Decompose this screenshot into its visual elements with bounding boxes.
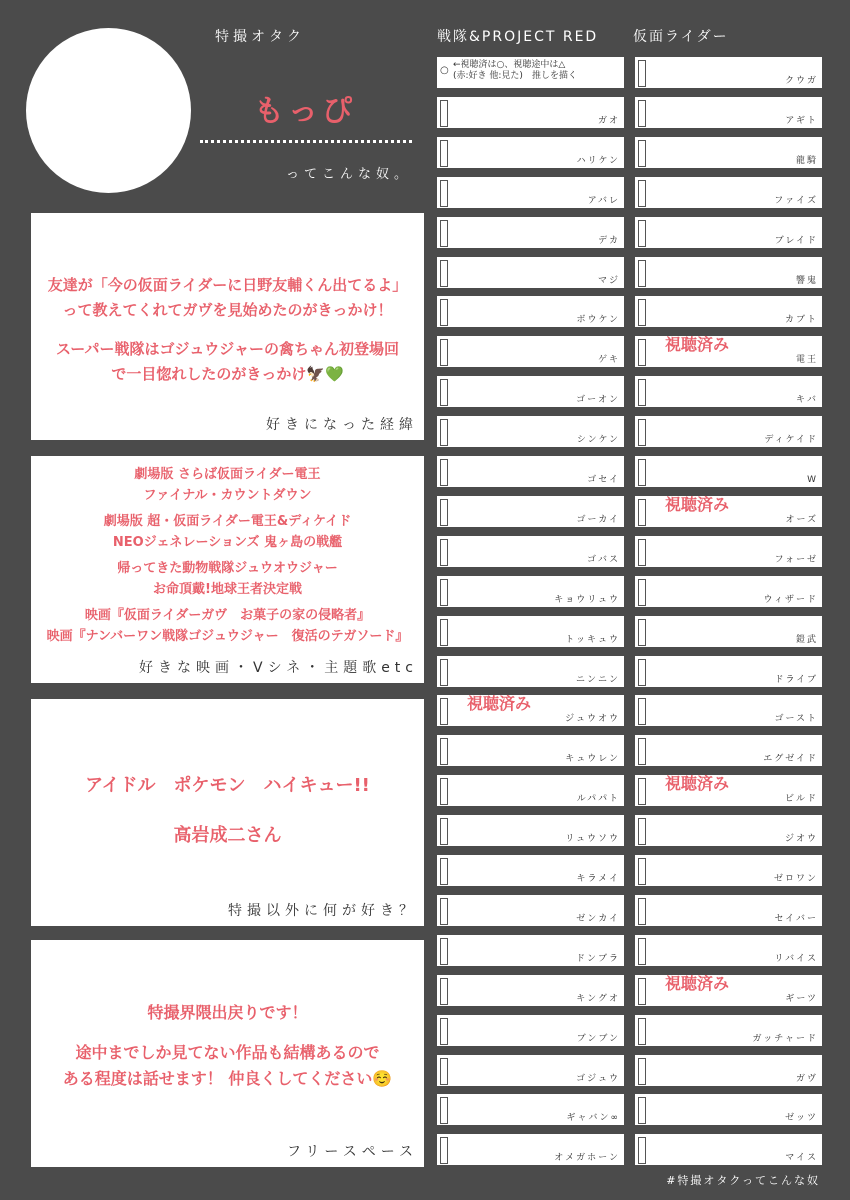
legend-note-line: ←視聴済は○、視聴途中は△ xyxy=(453,60,566,70)
rider-title: リバイス xyxy=(774,954,818,964)
rider-row[interactable] xyxy=(635,735,822,766)
checkbox[interactable] xyxy=(638,140,646,167)
sentai-title: シンケン xyxy=(576,435,620,445)
rider-title: ガッチャード xyxy=(752,1034,818,1044)
box-text-line: お命頂戴!地球王者決定戦 xyxy=(153,582,302,597)
rider-row[interactable] xyxy=(635,1094,822,1125)
checkbox[interactable] xyxy=(440,1058,448,1085)
rider-row[interactable] xyxy=(635,935,822,966)
rider-row[interactable] xyxy=(635,177,822,208)
checkbox[interactable] xyxy=(440,738,448,765)
rider-row[interactable] xyxy=(635,257,822,288)
rider-row[interactable] xyxy=(635,57,822,88)
rider-title: キバ xyxy=(795,395,818,405)
box-label: 好きになった経緯 xyxy=(266,417,418,433)
box-label: 好きな映画・Vシネ・主題歌etc xyxy=(139,660,418,676)
sentai-row[interactable] xyxy=(437,815,624,846)
checkbox[interactable] xyxy=(638,579,646,606)
sentai-row[interactable] xyxy=(437,935,624,966)
sentai-row[interactable] xyxy=(437,137,624,168)
sentai-row[interactable] xyxy=(437,656,624,687)
rider-title: フォーゼ xyxy=(774,555,818,565)
rider-title: ギーツ xyxy=(785,994,818,1004)
checkbox[interactable] xyxy=(638,858,646,885)
checkbox[interactable] xyxy=(638,738,646,765)
checkbox[interactable] xyxy=(638,978,646,1005)
sentai-row[interactable] xyxy=(437,536,624,567)
checkbox[interactable] xyxy=(440,339,448,366)
sentai-title: キングオ xyxy=(576,994,620,1004)
rider-title: ゼッツ xyxy=(785,1113,818,1123)
sentai-title: ボウケン xyxy=(576,315,620,325)
checkbox[interactable] xyxy=(440,379,448,406)
sentai-row[interactable] xyxy=(437,975,624,1006)
rider-row[interactable] xyxy=(635,336,822,367)
dotted-divider xyxy=(200,140,412,143)
box-text-line xyxy=(31,1026,424,1040)
user-name: もっぴ xyxy=(254,94,356,129)
sentai-title: アバレ xyxy=(587,196,620,206)
sentai-row[interactable] xyxy=(437,895,624,926)
watched-stamp: 視聴済み xyxy=(665,495,730,514)
sentai-row[interactable] xyxy=(437,855,624,886)
sentai-row[interactable] xyxy=(437,57,624,88)
sentai-title: ゴーカイ xyxy=(576,515,620,525)
sentai-title: ギャバン∞ xyxy=(566,1113,620,1123)
sentai-title: デカ xyxy=(598,236,620,246)
sentai-title: ブンブン xyxy=(576,1034,620,1044)
checkbox[interactable] xyxy=(638,1058,646,1085)
checkbox[interactable] xyxy=(638,299,646,326)
box-text-line: 劇場版 さらば仮面ライダー電王 xyxy=(134,467,321,482)
sentai-row[interactable] xyxy=(437,97,624,128)
rider-row[interactable] xyxy=(635,695,822,726)
rider-row[interactable] xyxy=(635,1134,822,1165)
rider-title: ゴースト xyxy=(774,714,818,724)
box-label: 特撮以外に何が好き？ xyxy=(228,903,418,919)
checkbox[interactable] xyxy=(440,1137,448,1164)
rider-row[interactable] xyxy=(635,97,822,128)
rider-row[interactable] xyxy=(635,1055,822,1086)
rider-title: ビルド xyxy=(784,794,818,804)
box-text-line: 映画『ナンバーワン戦隊ゴジュウジャー 復活のテガソード』 xyxy=(46,629,409,644)
sentai-row[interactable] xyxy=(437,177,624,208)
rider-title: マイス xyxy=(785,1153,818,1163)
box-free-space xyxy=(31,940,424,1167)
sentai-title: マジ xyxy=(597,276,620,286)
sentai-column-header: 戦隊&PROJECT RED xyxy=(437,29,599,45)
checkbox[interactable] xyxy=(638,619,646,646)
checkbox[interactable] xyxy=(440,140,448,167)
rider-row[interactable] xyxy=(635,137,822,168)
checkbox[interactable] xyxy=(638,778,646,805)
rider-row[interactable] xyxy=(635,656,822,687)
sentai-title: ドンブラ xyxy=(575,954,620,964)
sentai-row[interactable] xyxy=(437,576,624,607)
checkbox[interactable] xyxy=(440,539,448,566)
checkbox[interactable] xyxy=(638,698,646,725)
checkbox[interactable] xyxy=(638,659,646,686)
sentai-title: ルパパト xyxy=(576,794,620,804)
box-text-line: 高岩成二さん xyxy=(173,825,282,846)
rider-title: 響鬼 xyxy=(795,276,818,286)
sentai-title: キラメイ xyxy=(576,874,620,884)
box-favorites-body xyxy=(31,464,424,647)
sentai-row[interactable] xyxy=(437,1094,624,1125)
rider-title: 鎧武 xyxy=(795,635,818,645)
hashtag: #特撮オタクってこんな奴 xyxy=(666,1174,820,1187)
checkbox[interactable] xyxy=(440,978,448,1005)
checkbox[interactable] xyxy=(440,260,448,287)
legend-note-line: (赤:好き 他:見た) 推しを描く xyxy=(453,71,577,81)
checkbox[interactable] xyxy=(440,579,448,606)
box-reason-body xyxy=(31,273,424,387)
checkbox[interactable] xyxy=(440,299,448,326)
rider-row[interactable] xyxy=(635,416,822,447)
sentai-row[interactable] xyxy=(437,1015,624,1046)
box-text-line: NEOジェネレーションズ 鬼ヶ島の戦艦 xyxy=(112,535,343,550)
rider-row[interactable] xyxy=(635,775,822,806)
rider-row[interactable] xyxy=(635,815,822,846)
rider-title: 電王 xyxy=(795,355,818,365)
box-favorites xyxy=(31,456,424,683)
checkbox[interactable] xyxy=(638,339,646,366)
rider-title: ゼロワン xyxy=(773,874,818,884)
rider-title: オーズ xyxy=(785,515,818,525)
box-text-line xyxy=(31,801,424,821)
box-text-line: 映画『仮面ライダーガヴ お菓子の家の侵略者』 xyxy=(84,608,371,623)
checkbox[interactable] xyxy=(440,619,448,646)
rider-title: ディケイド xyxy=(764,435,818,445)
checkbox[interactable] xyxy=(638,898,646,925)
watched-stamp: 視聴済み xyxy=(665,774,730,793)
checkbox[interactable] xyxy=(638,499,646,526)
avatar-circle xyxy=(26,28,191,193)
checkbox[interactable] xyxy=(638,1137,646,1164)
checkbox[interactable] xyxy=(440,419,448,446)
rider-row[interactable] xyxy=(635,296,822,327)
checkbox[interactable] xyxy=(440,1018,448,1045)
sentai-row[interactable] xyxy=(437,456,624,487)
rider-row[interactable] xyxy=(635,1015,822,1046)
sentai-title: キョウリュウ xyxy=(554,595,620,605)
checkbox[interactable] xyxy=(440,499,448,526)
box-text-line: アイドル ポケモン ハイキュー!! xyxy=(85,775,370,796)
checkbox[interactable] xyxy=(440,459,448,486)
sentai-row[interactable] xyxy=(437,496,624,527)
checkbox[interactable] xyxy=(440,938,448,965)
rider-title: ドライブ xyxy=(774,675,818,685)
rider-row[interactable] xyxy=(635,217,822,248)
sentai-title: オメガホーン xyxy=(554,1153,620,1163)
sentai-row[interactable] xyxy=(437,416,624,447)
page-title: 特撮オタク xyxy=(215,29,305,45)
checkbox[interactable] xyxy=(638,938,646,965)
rider-title: 龍騎 xyxy=(795,156,818,166)
box-text-line: 特撮界隈出戻りです！ xyxy=(147,1003,308,1022)
rider-title: ファイズ xyxy=(774,196,818,206)
box-label: フリースペース xyxy=(286,1144,418,1160)
rider-row[interactable] xyxy=(635,855,822,886)
rider-title: クウガ xyxy=(784,76,818,86)
box-text-line: 友達が「今の仮面ライダーに日野友輔くん出てるよ」 xyxy=(47,276,408,294)
rider-title: ジオウ xyxy=(784,834,818,844)
box-reason xyxy=(31,213,424,440)
box-text-line: 劇場版 超・仮面ライダー電王&ディケイド xyxy=(103,514,352,529)
box-text-line: スーパー戦隊はゴジュウジャーの禽ちゃん初登場回 xyxy=(56,340,399,358)
sentai-title: ゴセイ xyxy=(587,475,620,485)
sentai-row[interactable] xyxy=(437,376,624,407)
checkbox[interactable] xyxy=(638,419,646,446)
rider-title: ガヴ xyxy=(795,1074,818,1084)
checkbox[interactable] xyxy=(638,459,646,486)
checkbox[interactable] xyxy=(440,858,448,885)
box-text-line xyxy=(31,323,424,337)
legend-mark: ○ xyxy=(440,65,449,76)
checkbox[interactable] xyxy=(638,180,646,207)
sentai-title: ハリケン xyxy=(576,156,620,166)
rider-title: ウィザード xyxy=(763,595,818,605)
rider-row[interactable] xyxy=(635,576,822,607)
rider-row[interactable] xyxy=(635,895,822,926)
box-text-line: ある程度は話せます！ 仲良くしてください☺️ xyxy=(62,1069,393,1088)
sentai-row[interactable] xyxy=(437,775,624,806)
watched-stamp: 視聴済み xyxy=(665,974,730,993)
rider-row[interactable] xyxy=(635,536,822,567)
sentai-row[interactable] xyxy=(437,257,624,288)
sentai-row[interactable] xyxy=(437,616,624,647)
watched-stamp: 視聴済み xyxy=(665,335,730,354)
sentai-title: ガオ xyxy=(597,116,620,126)
sentai-row[interactable] xyxy=(437,217,624,248)
checkbox[interactable] xyxy=(440,898,448,925)
rider-title: W xyxy=(807,475,818,485)
box-text-line: で一目惚れしたのがきっかけ🦅💚 xyxy=(111,365,344,383)
sentai-title: トッキュウ xyxy=(565,635,620,645)
box-free-space-body xyxy=(31,1000,424,1092)
checkbox[interactable] xyxy=(440,1097,448,1124)
watched-stamp: 視聴済み xyxy=(467,694,532,713)
sentai-title: ゴジュウ xyxy=(576,1074,620,1084)
legend-note xyxy=(453,60,577,82)
rider-title: アギト xyxy=(785,116,818,126)
rider-row[interactable] xyxy=(635,616,822,647)
checkbox[interactable] xyxy=(638,379,646,406)
sentai-row[interactable] xyxy=(437,695,624,726)
checkbox[interactable] xyxy=(638,60,646,87)
sentai-title: ゼンカイ xyxy=(576,914,620,924)
sentai-row[interactable] xyxy=(437,735,624,766)
checkbox[interactable] xyxy=(440,818,448,845)
sentai-title: ゲキ xyxy=(597,355,620,365)
box-text-line: 帰ってきた動物戦隊ジュウオウジャー xyxy=(117,561,338,576)
checkbox[interactable] xyxy=(638,1097,646,1124)
rider-row[interactable] xyxy=(635,975,822,1006)
checkbox[interactable] xyxy=(440,659,448,686)
rider-title: エグゼイド xyxy=(763,754,818,764)
sentai-row[interactable] xyxy=(437,1134,624,1165)
checkbox[interactable] xyxy=(440,100,448,127)
checkbox[interactable] xyxy=(440,698,448,725)
checkbox[interactable] xyxy=(638,1018,646,1045)
rider-row[interactable] xyxy=(635,496,822,527)
box-other-likes-body xyxy=(31,771,424,851)
box-text-line: って教えてくれてガヴを見始めたのがきっかけ！ xyxy=(62,301,393,319)
sentai-title: ジュウオウ xyxy=(565,714,620,724)
checkbox[interactable] xyxy=(440,180,448,207)
sentai-title: ニンニン xyxy=(575,675,620,685)
sentai-title: リュウソウ xyxy=(565,834,620,844)
box-text-line: 途中までしか見てない作品も結構あるので xyxy=(75,1043,380,1062)
sentai-title: ゴーオン xyxy=(576,395,620,405)
box-other-likes xyxy=(31,699,424,926)
checkbox[interactable] xyxy=(440,220,448,247)
sentai-row[interactable] xyxy=(437,336,624,367)
subtitle: ってこんな奴。 xyxy=(285,167,412,182)
checkbox[interactable] xyxy=(638,260,646,287)
checkbox[interactable] xyxy=(638,100,646,127)
sentai-row[interactable] xyxy=(437,296,624,327)
rider-row[interactable] xyxy=(635,456,822,487)
rider-row[interactable] xyxy=(635,376,822,407)
rider-title: カブト xyxy=(784,315,818,325)
sentai-title: ゴバス xyxy=(586,555,620,565)
sentai-title: キュウレン xyxy=(565,754,620,764)
checkbox[interactable] xyxy=(638,220,646,247)
rider-column-header: 仮面ライダー xyxy=(633,29,729,45)
rider-title: セイバー xyxy=(774,914,818,924)
checkbox[interactable] xyxy=(638,818,646,845)
rider-title: ブレイド xyxy=(774,236,818,246)
sentai-row[interactable] xyxy=(437,1055,624,1086)
checkbox[interactable] xyxy=(440,778,448,805)
box-text-line: ファイナル・カウントダウン xyxy=(143,488,312,503)
checkbox[interactable] xyxy=(638,539,646,566)
